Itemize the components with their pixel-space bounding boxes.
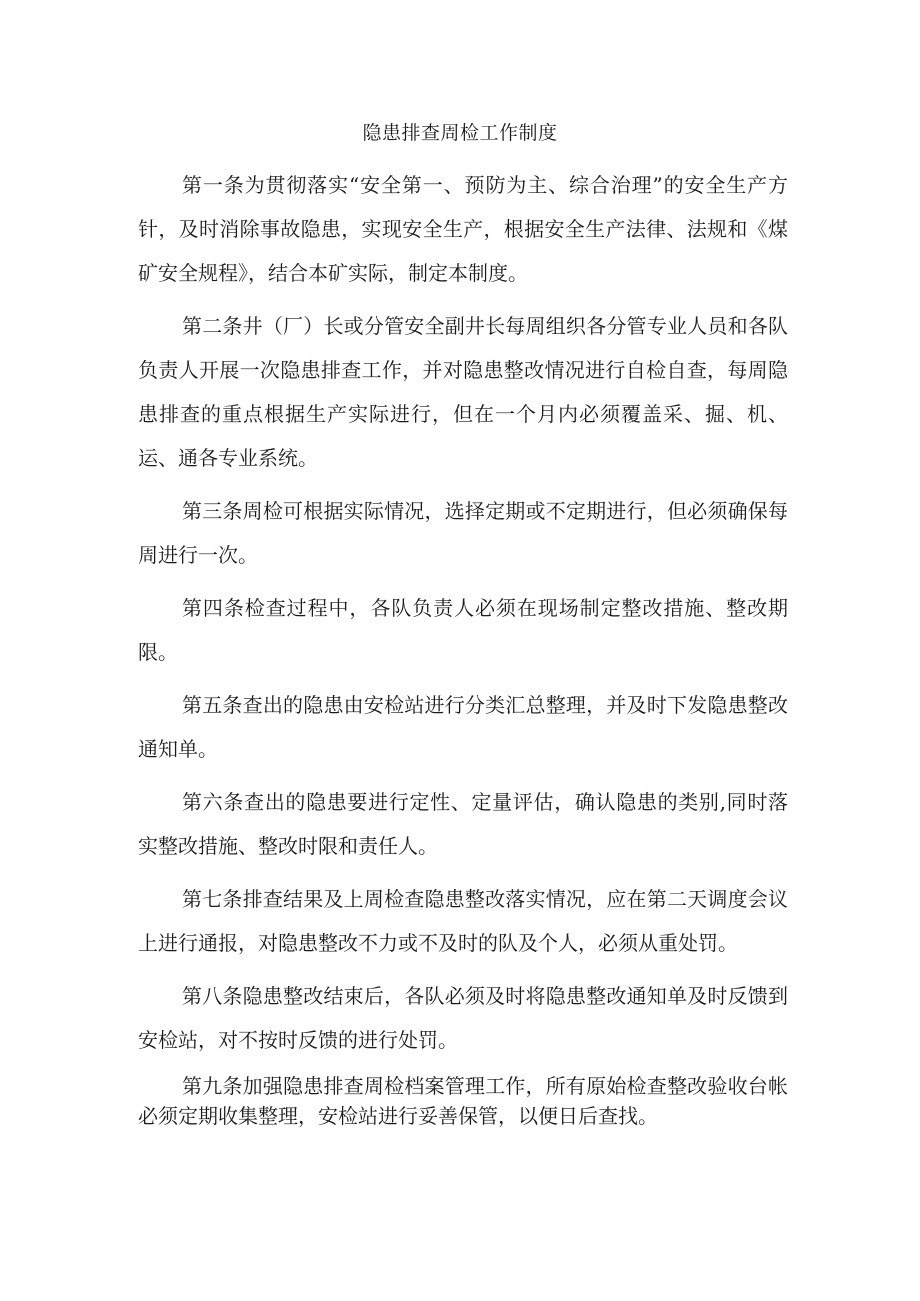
article-8: 第八条隐患整改结束后，各队必须及时将隐患整改通知单及时反馈到安检站，对不按时反馈的进行处罚。	[138, 984, 788, 1052]
document-body	[138, 163, 788, 1140]
article-2: 第二条井（厂）长或分管安全副井长每周组织各分管专业人员和各队负责人开展一次隐患排查工作，并对隐患整改情况进行自检自查，每周隐患排查的重点根据生产实际进行，但在一个月内必须覆盖采、掘、机、运、通各专业系统。	[138, 314, 788, 470]
article-6: 第六条查出的隐患要进行定性、定量评估，确认隐患的类别,同时落实整改措施、整改时限和责任人。	[138, 790, 788, 858]
article-3: 第三条周检可根据实际情况，选择定期或不定期进行，但必须确保每周进行一次。	[138, 499, 788, 567]
article-1: 第一条为贯彻落实“安全第一、预防为主、综合治理”的安全生产方针，及时消除事故隐患，实现安全生产，根据安全生产法律、法规和《煤矿安全规程》，结合本矿实际，制定本制度。	[138, 173, 788, 285]
document-title: 隐患排查周检工作制度	[362, 122, 558, 144]
article-4: 第四条检查过程中，各队负责人必须在现场制定整改措施、整改期限。	[138, 596, 788, 664]
article-7: 第七条排查结果及上周检查隐患整改落实情况，应在第二天调度会议上进行通报，对隐患整改不力或不及时的队及个人，必须从重处罚。	[138, 887, 788, 955]
article-9: 第九条加强隐患排查周检档案管理工作，所有原始检查整改验收台帐必须定期收集整理，安检站进行妥善保管，以便日后查找。	[138, 1074, 788, 1128]
article-5: 第五条查出的隐患由安检站进行分类汇总整理，并及时下发隐患整改通知单。	[138, 693, 788, 761]
